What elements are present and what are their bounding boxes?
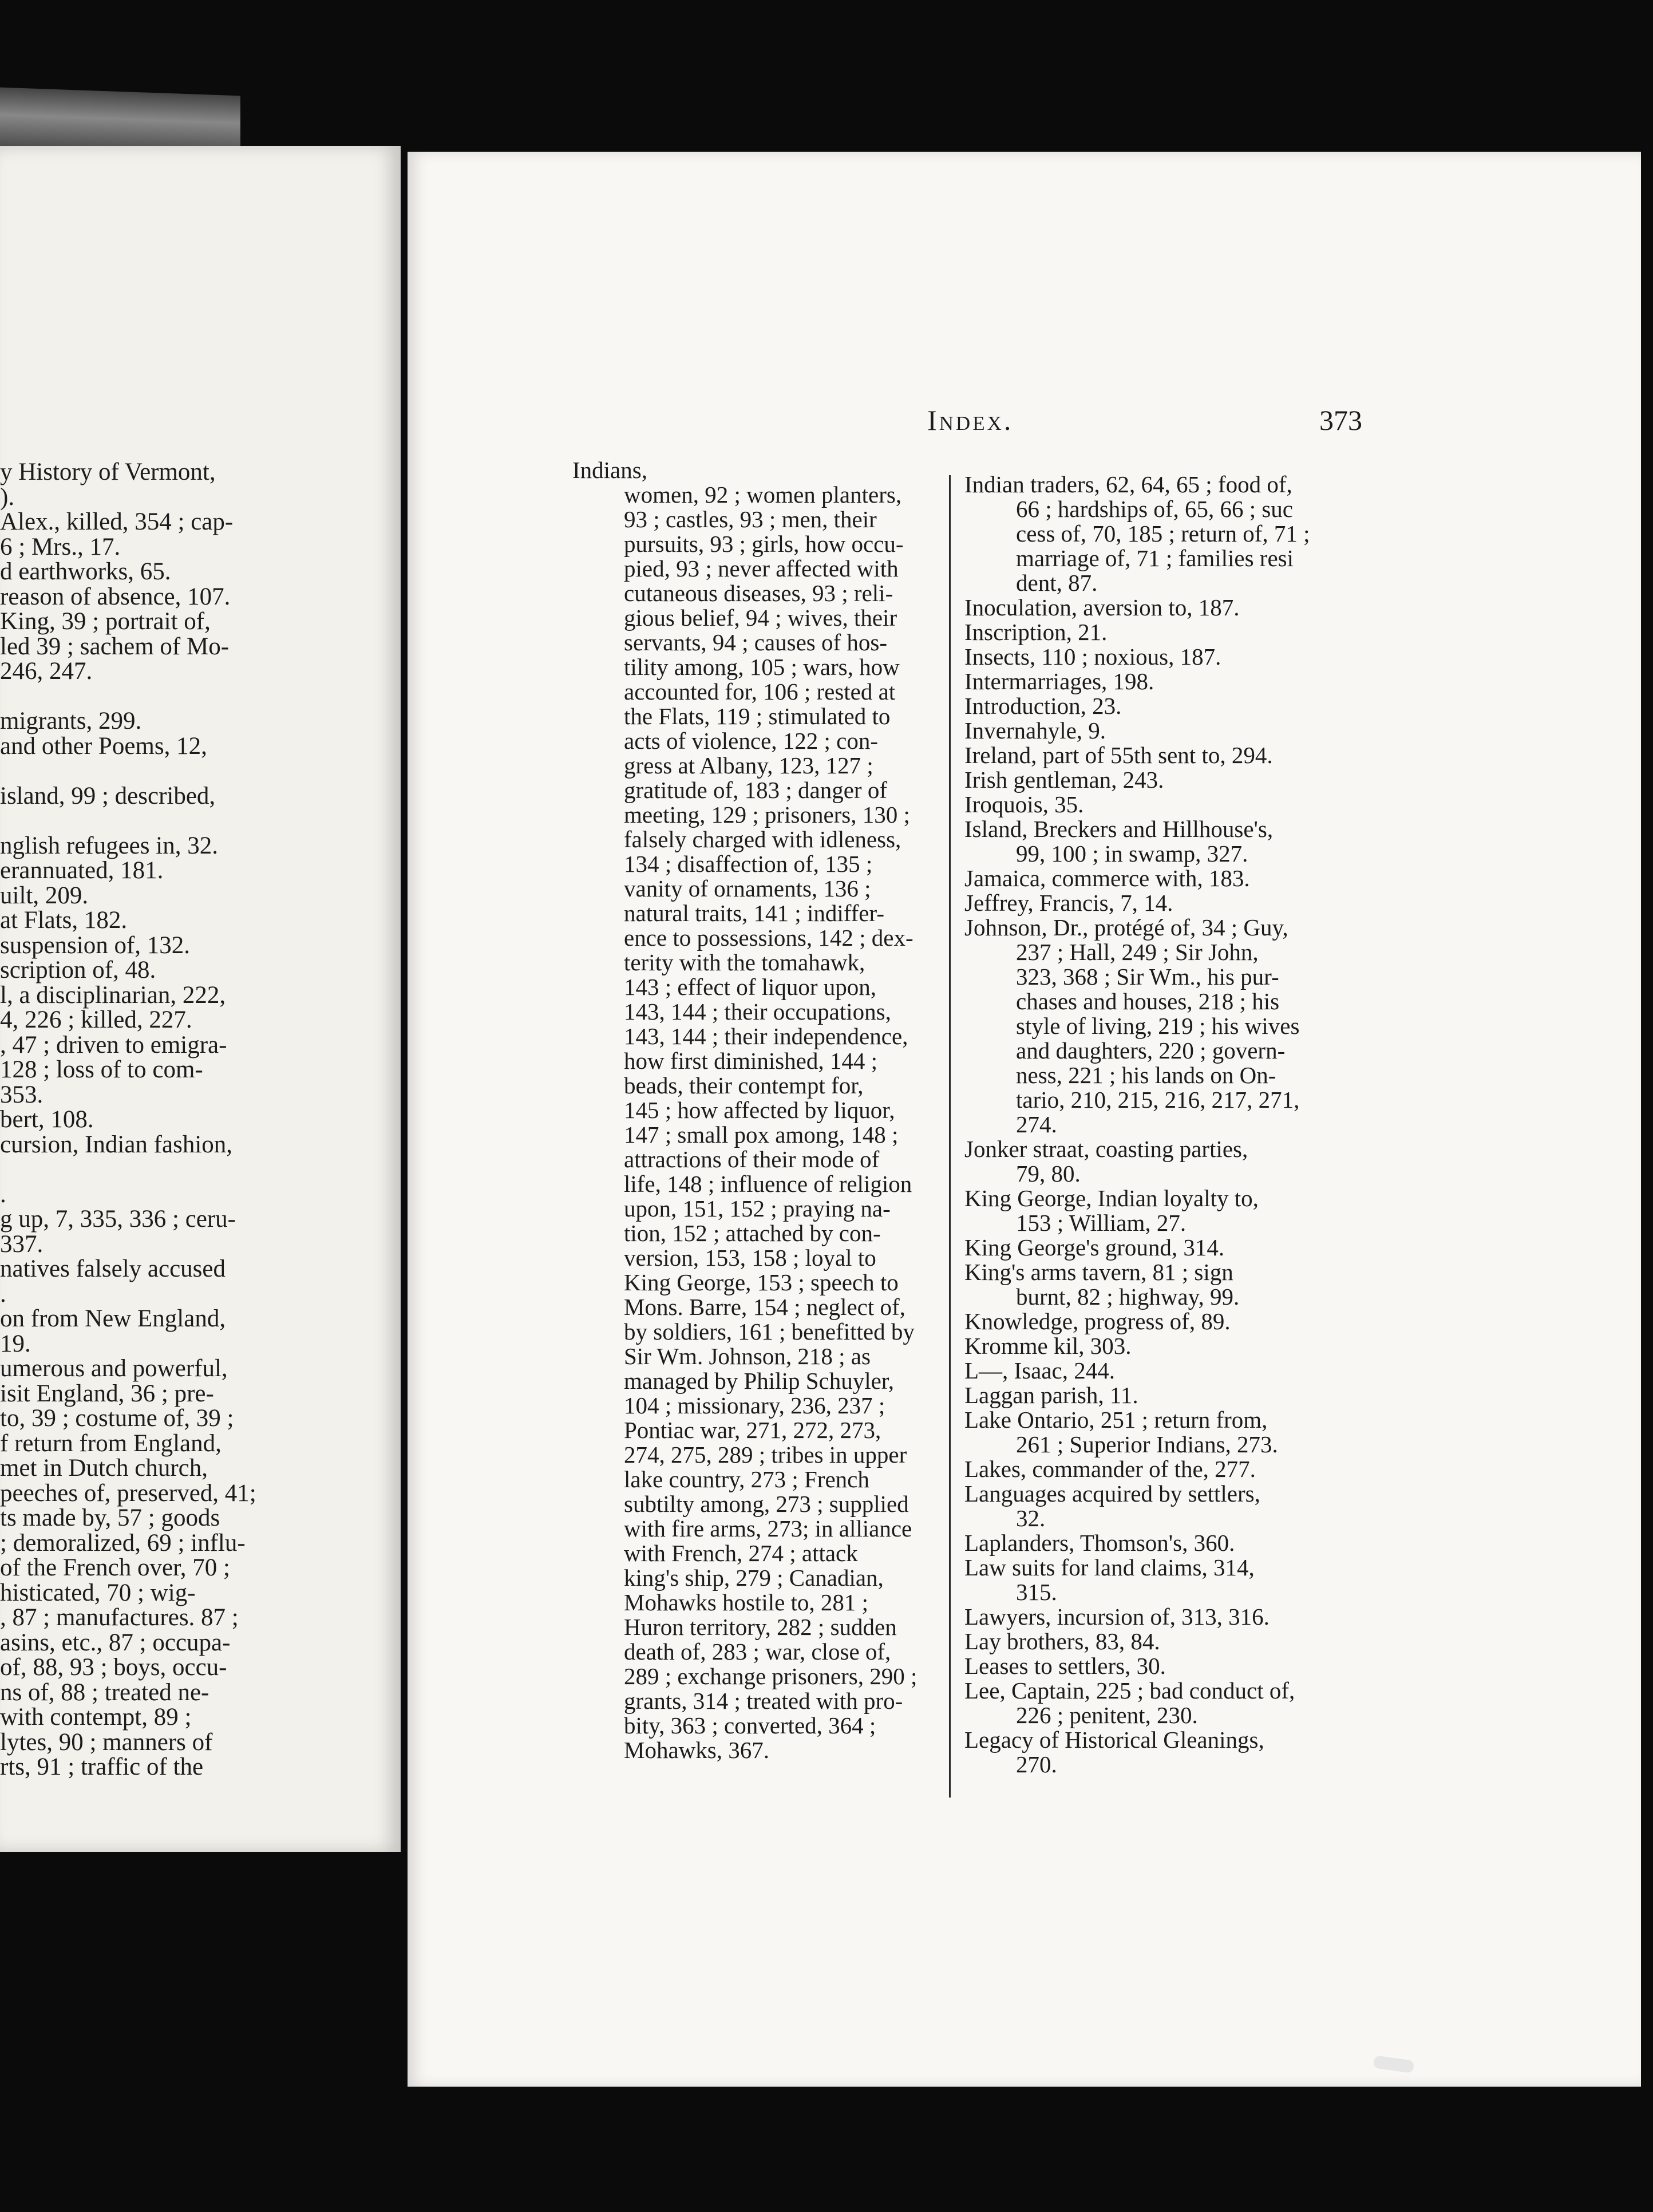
index-continuation-line: 99, 100 ; in swamp, 327. (1016, 840, 1248, 867)
left-page-line (0, 759, 401, 784)
left-page (0, 146, 401, 1852)
left-page-line: l, a disciplinarian, 222, (0, 981, 226, 1009)
index-subentry-line: 143, 144 ; their independence, (624, 1023, 908, 1049)
index-continuation-line: ness, 221 ; his lands on On- (1016, 1062, 1276, 1088)
left-page-line (0, 1157, 401, 1182)
index-subentry-line: life, 148 ; influence of religion (624, 1171, 912, 1197)
left-page-line: 6 ; Mrs., 17. (0, 533, 121, 560)
left-page-line: , 47 ; driven to emigra- (0, 1031, 227, 1058)
left-page-line: . (0, 1280, 6, 1308)
left-page-line: bert, 108. (0, 1106, 94, 1133)
index-entry: Invernahyle, 9. (964, 717, 1106, 744)
index-subentry-line: meeting, 129 ; prisoners, 130 ; (624, 801, 910, 828)
index-subentry-line: with fire arms, 273; in alliance (624, 1515, 912, 1542)
index-subentry-line: 289 ; exchange prisoners, 290 ; (624, 1663, 918, 1689)
index-entry: Lakes, commander of the, 277. (964, 1456, 1256, 1482)
index-entry: Laggan parish, 11. (964, 1382, 1138, 1408)
index-subentry-line: with French, 274 ; attack (624, 1540, 858, 1566)
index-entry: Intermarriages, 198. (964, 668, 1154, 694)
index-subentry-line: 104 ; missionary, 236, 237 ; (624, 1392, 885, 1419)
index-subentry-line: 147 ; small pox among, 148 ; (624, 1121, 899, 1148)
left-page-line: 128 ; loss of to com- (0, 1056, 203, 1083)
index-subentry-line: gratitude of, 183 ; danger of (624, 777, 887, 803)
index-entry: Lake Ontario, 251 ; return from, (964, 1407, 1268, 1433)
index-subentry-line: tility among, 105 ; wars, how (624, 654, 900, 680)
index-entry: Inoculation, aversion to, 187. (964, 594, 1240, 621)
left-page-line: suspension of, 132. (0, 931, 191, 959)
left-page-line: and other Poems, 12, (0, 732, 207, 760)
left-page-line: with contempt, 89 ; (0, 1704, 192, 1731)
index-subentry-line: attractions of their mode of (624, 1146, 880, 1172)
index-continuation-line: marriage of, 71 ; families resi (1016, 545, 1294, 571)
index-entry: Indian traders, 62, 64, 65 ; food of, (964, 471, 1292, 497)
index-subentry-line: Sir Wm. Johnson, 218 ; as (624, 1343, 871, 1369)
index-subentry-line: servants, 94 ; causes of hos- (624, 629, 888, 655)
index-subentry-line: falsely charged with idleness, (624, 826, 901, 852)
index-subentry-line: Huron territory, 282 ; sudden (624, 1614, 897, 1640)
left-page-line: peeches of, preserved, 41; (0, 1479, 256, 1507)
index-entry: Johnson, Dr., protégé of, 34 ; Guy, (964, 914, 1288, 941)
left-page-line: met in Dutch church, (0, 1455, 208, 1482)
left-page-line: asins, etc., 87 ; occupa- (0, 1629, 231, 1656)
left-page-line: ns of, 88 ; treated ne- (0, 1678, 209, 1706)
index-entry: Introduction, 23. (964, 693, 1122, 719)
left-page-line: 4, 226 ; killed, 227. (0, 1006, 192, 1033)
index-continuation-line: style of living, 219 ; his wives (1016, 1013, 1300, 1039)
index-subentry-line: grants, 314 ; treated with pro- (624, 1688, 903, 1714)
index-continuation-line: burnt, 82 ; highway, 99. (1016, 1283, 1240, 1310)
index-continuation-line: tario, 210, 215, 216, 217, 271, (1016, 1087, 1300, 1113)
left-page-line: migrants, 299. (0, 708, 142, 734)
left-page-line: 353. (0, 1081, 43, 1108)
index-entry: Island, Breckers and Hillhouse's, (964, 816, 1274, 842)
index-entry: Knowledge, progress of, 89. (964, 1308, 1231, 1334)
index-subentry-line: pursuits, 93 ; girls, how occu- (624, 531, 904, 557)
index-continuation-line: 323, 368 ; Sir Wm., his pur- (1016, 963, 1279, 990)
left-page-text (0, 460, 401, 1780)
index-entry: Insects, 110 ; noxious, 187. (964, 643, 1221, 670)
index-continuation-line: chases and houses, 218 ; his (1016, 988, 1280, 1014)
running-header-title: Index. (927, 404, 1014, 436)
index-entry: King's arms tavern, 81 ; sign (964, 1259, 1233, 1285)
left-page-line: nglish refugees in, 32. (0, 832, 218, 859)
index-entry: Lee, Captain, 225 ; bad conduct of, (964, 1677, 1295, 1704)
index-subentry-line: terity with the tomahawk, (624, 949, 865, 975)
index-subentry-line: 143, 144 ; their occupations, (624, 998, 891, 1025)
index-entry: Ireland, part of 55th sent to, 294. (964, 742, 1273, 768)
index-entry: Inscription, 21. (964, 619, 1108, 645)
index-subentry-line: acts of violence, 122 ; con- (624, 728, 879, 754)
page-number: 373 (1319, 404, 1362, 436)
index-subentry-line: King George, 153 ; speech to (624, 1269, 899, 1295)
index-continuation-line: 226 ; penitent, 230. (1016, 1702, 1198, 1728)
index-column-left (572, 457, 962, 1763)
left-page-line: natives falsely accused (0, 1255, 226, 1282)
left-page-line: Alex., killed, 354 ; cap- (0, 508, 234, 535)
index-subentry-line: accounted for, 106 ; rested at (624, 678, 896, 705)
left-page-line: g up, 7, 335, 336 ; ceru- (0, 1206, 236, 1233)
index-continuation-line: 274. (1016, 1111, 1057, 1137)
index-entry: Languages acquired by settlers, (964, 1480, 1260, 1507)
index-subentry-line: 93 ; castles, 93 ; men, their (624, 506, 877, 532)
left-page-line: ts made by, 57 ; goods (0, 1504, 220, 1531)
left-page-line: of, 88, 93 ; boys, occu- (0, 1654, 227, 1681)
left-page-line: ; demoralized, 69 ; influ- (0, 1529, 246, 1557)
index-subentry-line: pied, 93 ; never affected with (624, 555, 899, 582)
index-subentry-line: tion, 152 ; attached by con- (624, 1220, 881, 1246)
left-page-line: uilt, 209. (0, 882, 89, 909)
left-page-line: at Flats, 182. (0, 907, 128, 934)
index-subentry-line: gress at Albany, 123, 127 ; (624, 752, 873, 779)
left-page-line: King, 39 ; portrait of, (0, 608, 211, 635)
index-subentry-line: Mons. Barre, 154 ; neglect of, (624, 1294, 905, 1320)
index-subentry-line: Mohawks, 367. (624, 1737, 769, 1763)
index-entry: Leases to settlers, 30. (964, 1653, 1166, 1679)
index-subentry-line: 143 ; effect of liquor upon, (624, 974, 877, 1000)
index-subentry-line: natural traits, 141 ; indiffer- (624, 900, 884, 926)
index-entry: Jamaica, commerce with, 183. (964, 865, 1250, 891)
left-page-line: histicated, 70 ; wig- (0, 1579, 196, 1606)
index-subentry-line: 145 ; how affected by liquor, (624, 1097, 895, 1123)
left-page-line: d earthworks, 65. (0, 558, 171, 585)
index-continuation-line: 66 ; hardships of, 65, 66 ; suc (1016, 496, 1293, 522)
left-page-line (0, 684, 401, 709)
index-entry: Jeffrey, Francis, 7, 14. (964, 890, 1173, 916)
index-entry: Law suits for land claims, 314, (964, 1554, 1255, 1581)
index-continuation-line: 270. (1016, 1751, 1057, 1778)
column-divider (949, 475, 951, 1798)
index-subentry-line: Mohawks hostile to, 281 ; (624, 1589, 869, 1615)
index-subentry-line: bity, 363 ; converted, 364 ; (624, 1712, 876, 1739)
left-page-line: on from New England, (0, 1305, 226, 1332)
index-subentry-line: upon, 151, 152 ; praying na- (624, 1195, 891, 1222)
left-page-line: isit England, 36 ; pre- (0, 1380, 214, 1407)
index-subentry-line: by soldiers, 161 ; benefitted by (624, 1318, 915, 1345)
left-page-line: rts, 91 ; traffic of the (0, 1753, 204, 1780)
left-page-line: island, 99 ; described, (0, 782, 216, 809)
index-entry: L—, Isaac, 244. (964, 1357, 1115, 1384)
left-page-line: to, 39 ; costume of, 39 ; (0, 1405, 234, 1432)
index-entry: King George's ground, 314. (964, 1234, 1225, 1261)
left-page-line: umerous and powerful, (0, 1355, 228, 1382)
index-entry: Jonker straat, coasting parties, (964, 1136, 1248, 1162)
left-page-line: 19. (0, 1330, 31, 1357)
index-entry: Laplanders, Thomson's, 360. (964, 1530, 1235, 1556)
index-entry-heading: Indians, (572, 457, 647, 483)
index-entry: Kromme kil, 303. (964, 1333, 1132, 1359)
left-page-line: reason of absence, 107. (0, 583, 231, 610)
index-subentry-line: how first diminished, 144 ; (624, 1048, 878, 1074)
index-entry: Irish gentleman, 243. (964, 767, 1164, 793)
index-continuation-line: and daughters, 220 ; govern- (1016, 1037, 1286, 1064)
index-continuation-line: 79, 80. (1016, 1160, 1081, 1187)
left-page-line: . (0, 1180, 6, 1208)
index-subentry-line: cutaneous diseases, 93 ; reli- (624, 580, 893, 606)
index-continuation-line: 237 ; Hall, 249 ; Sir John, (1016, 939, 1259, 965)
left-page-line: 246, 247. (0, 658, 93, 685)
index-subentry-line: 134 ; disaffection of, 135 ; (624, 851, 873, 877)
index-subentry-line: vanity of ornaments, 136 ; (624, 875, 871, 902)
left-page-line: f return from England, (0, 1429, 222, 1457)
left-page-line: erannuated, 181. (0, 857, 164, 884)
left-page-line (0, 808, 401, 834)
index-subentry-line: ence to possessions, 142 ; dex- (624, 925, 913, 951)
index-continuation-line: 32. (1016, 1505, 1046, 1531)
index-subentry-line: lake country, 273 ; French (624, 1466, 869, 1492)
index-entry: King George, Indian loyalty to, (964, 1185, 1259, 1211)
left-page-line: lytes, 90 ; manners of (0, 1728, 213, 1756)
index-continuation-line: 315. (1016, 1579, 1057, 1605)
left-page-line: of the French over, 70 ; (0, 1554, 230, 1581)
index-subentry-line: subtilty among, 273 ; supplied (624, 1491, 909, 1517)
index-subentry-line: king's ship, 279 ; Canadian, (624, 1565, 884, 1591)
index-subentry-line: gious belief, 94 ; wives, their (624, 605, 897, 631)
left-page-line: led 39 ; sachem of Mo- (0, 633, 230, 660)
index-entry: Lay brothers, 83, 84. (964, 1628, 1160, 1654)
index-subentry-line: managed by Philip Schuyler, (624, 1368, 895, 1394)
left-page-line: ). (0, 483, 15, 511)
index-entry: Iroquois, 35. (964, 791, 1084, 817)
index-subentry-line: the Flats, 119 ; stimulated to (624, 703, 891, 729)
left-page-line: cursion, Indian fashion, (0, 1131, 233, 1158)
index-subentry-line: version, 153, 158 ; loyal to (624, 1245, 876, 1271)
left-page-line: , 87 ; manufactures. 87 ; (0, 1604, 239, 1631)
index-subentry-line: 274, 275, 289 ; tribes in upper (624, 1441, 907, 1468)
index-continuation-line: 261 ; Superior Indians, 273. (1016, 1431, 1278, 1457)
index-subentry-line: beads, their contempt for, (624, 1072, 864, 1099)
left-page-line: y History of Vermont, (0, 459, 216, 485)
index-subentry-line: Pontiac war, 271, 272, 273, (624, 1417, 881, 1443)
index-subentry-line: women, 92 ; women planters, (624, 481, 902, 508)
left-page-line: scription of, 48. (0, 957, 156, 983)
index-continuation-line: 153 ; William, 27. (1016, 1210, 1187, 1236)
index-continuation-line: dent, 87. (1016, 570, 1098, 596)
index-entry: Legacy of Historical Gleanings, (964, 1727, 1264, 1753)
index-column-right (964, 472, 1365, 1777)
index-subentry-line: death of, 283 ; war, close of, (624, 1638, 891, 1665)
left-page-line: 337. (0, 1230, 43, 1258)
index-continuation-line: cess of, 70, 185 ; return of, 71 ; (1016, 520, 1310, 547)
index-entry: Lawyers, incursion of, 313, 316. (964, 1603, 1270, 1630)
